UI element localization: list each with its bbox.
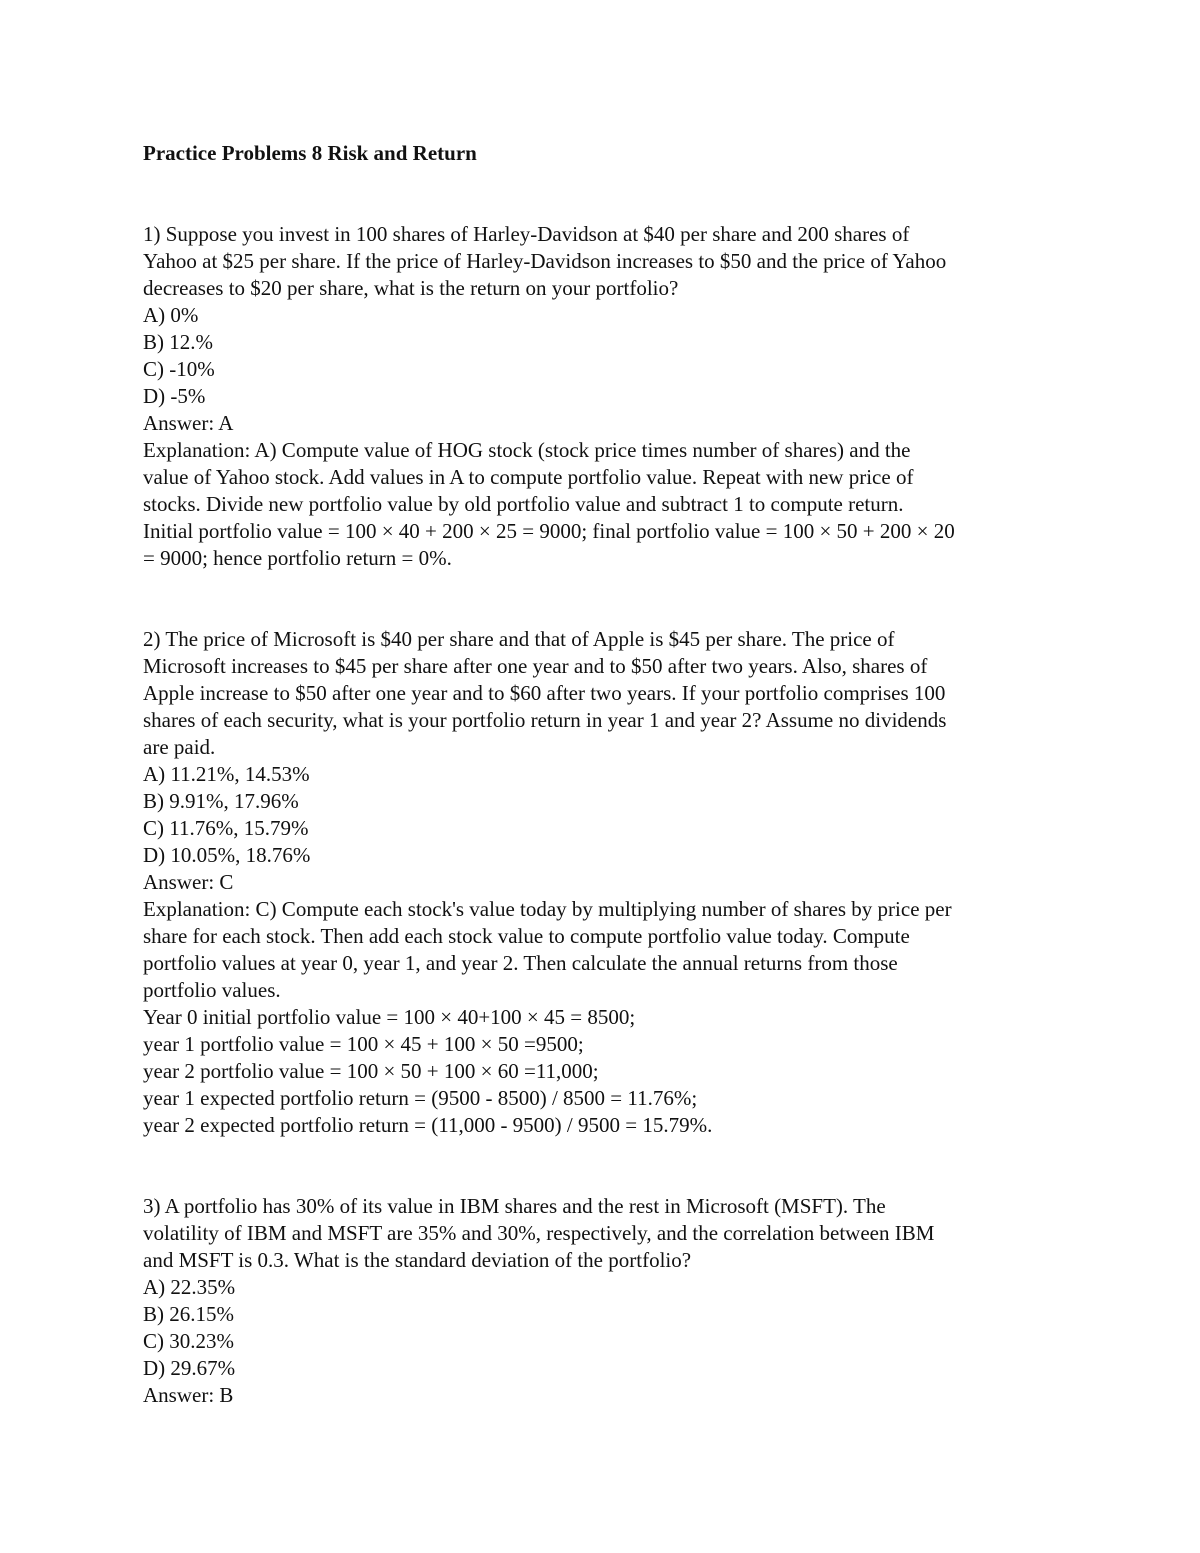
problem-line: Explanation: C) Compute each stock's value today by multiplying number of shares by price per — [143, 897, 952, 921]
problem-line: Year 0 initial portfolio value = 100 × 40+100 × 45 = 8500; — [143, 1005, 636, 1029]
problem-line: Microsoft increases to $45 per share after one year and to $50 after two years. Also, shares of — [143, 654, 928, 678]
problem-line: year 1 portfolio value = 100 × 45 + 100 × 50 =9500; — [143, 1032, 584, 1056]
problem-line: D) -5% — [143, 384, 206, 408]
problem-line: portfolio values. — [143, 978, 281, 1002]
problem-line: volatility of IBM and MSFT are 35% and 30%, respectively, and the correlation between IBM — [143, 1221, 935, 1245]
problem-line: Answer: A — [143, 411, 234, 435]
problem-line: C) 11.76%, 15.79% — [143, 816, 309, 840]
problem-line: Initial portfolio value = 100 × 40 + 200 × 25 = 9000; final portfolio value = 100 × 50 + 200 × 20 — [143, 519, 955, 543]
problem-line: Apple increase to $50 after one year and to $60 after two years. If your portfolio comprises 100 — [143, 681, 946, 705]
problem-line: Answer: B — [143, 1383, 234, 1407]
problem-line: B) 9.91%, 17.96% — [143, 789, 299, 813]
problem-3 — [143, 1193, 1063, 1409]
problem-line: B) 26.15% — [143, 1302, 234, 1326]
problem-line: year 1 expected portfolio return = (9500 - 8500) / 8500 = 11.76%; — [143, 1086, 698, 1110]
problem-line: decreases to $20 per share, what is the return on your portfolio? — [143, 276, 679, 300]
problem-line: D) 29.67% — [143, 1356, 236, 1380]
problem-line: A) 11.21%, 14.53% — [143, 762, 310, 786]
document-title: Practice Problems 8 Risk and Return — [143, 141, 477, 165]
problem-line: D) 10.05%, 18.76% — [143, 843, 311, 867]
problem-line: B) 12.% — [143, 330, 213, 354]
problem-line: 3) A portfolio has 30% of its value in IBM shares and the rest in Microsoft (MSFT). The — [143, 1194, 886, 1218]
problem-line: stocks. Divide new portfolio value by old portfolio value and subtract 1 to compute return. — [143, 492, 904, 516]
problem-line: Explanation: A) Compute value of HOG stock (stock price times number of shares) and the — [143, 438, 911, 462]
problem-2 — [143, 626, 1063, 1139]
problem-line: share for each stock. Then add each stock value to compute portfolio value today. Compute — [143, 924, 910, 948]
problem-line: and MSFT is 0.3. What is the standard deviation of the portfolio? — [143, 1248, 692, 1272]
problem-line: 2) The price of Microsoft is $40 per share and that of Apple is $45 per share. The price of — [143, 627, 895, 651]
problem-1 — [143, 221, 1063, 572]
problem-line: value of Yahoo stock. Add values in A to compute portfolio value. Repeat with new price of — [143, 465, 914, 489]
problem-line: shares of each security, what is your portfolio return in year 1 and year 2? Assume no dividends — [143, 708, 947, 732]
problem-line: Answer: C — [143, 870, 234, 894]
problem-line: year 2 expected portfolio return = (11,000 - 9500) / 9500 = 15.79%. — [143, 1113, 713, 1137]
problem-line: A) 22.35% — [143, 1275, 236, 1299]
problem-line: = 9000; hence portfolio return = 0%. — [143, 546, 452, 570]
problem-line: year 2 portfolio value = 100 × 50 + 100 × 60 =11,000; — [143, 1059, 599, 1083]
problem-line: portfolio values at year 0, year 1, and year 2. Then calculate the annual returns from those — [143, 951, 898, 975]
problem-line: A) 0% — [143, 303, 199, 327]
problem-line: C) 30.23% — [143, 1329, 234, 1353]
problem-line: are paid. — [143, 735, 216, 759]
problem-line: 1) Suppose you invest in 100 shares of Harley-Davidson at $40 per share and 200 shares of — [143, 222, 910, 246]
problem-line: C) -10% — [143, 357, 215, 381]
document-page — [143, 140, 1063, 1463]
problem-line: Yahoo at $25 per share. If the price of Harley-Davidson increases to $50 and the price of Yahoo — [143, 249, 947, 273]
